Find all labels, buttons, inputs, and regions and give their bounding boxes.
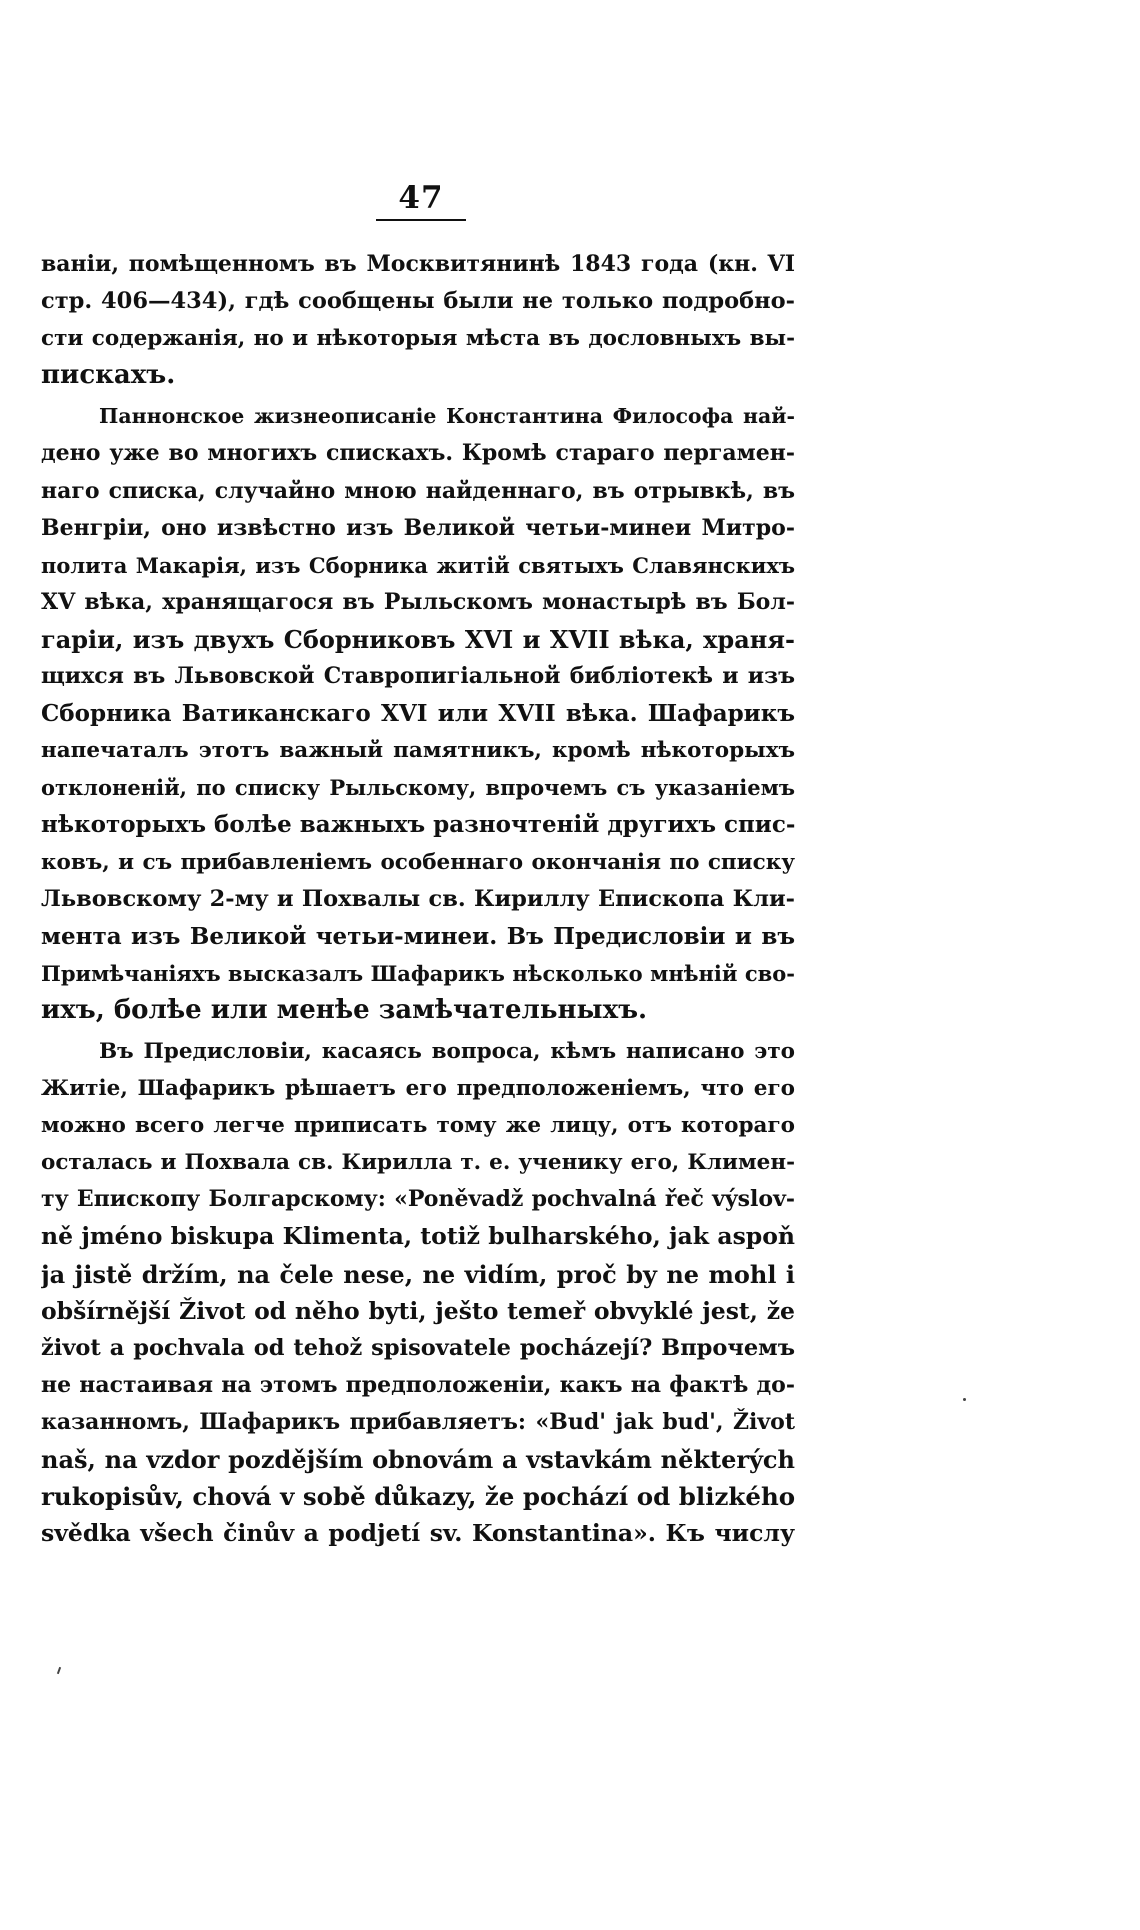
text-line: сти содержанія, но и нѣкоторыя мѣста въ дословныхъ вы- [41,326,795,352]
paragraph-pannonian-life [41,398,795,1029]
text-line: ту Епископу Болгарскому: «Poněvadž pochvalná řeč výslov- [41,1186,795,1213]
text-line: Въ Предисловіи, касаясь вопроса, кѣмъ написано это [99,1038,795,1064]
text-line: можно всего легче приписать тому же лицу, отъ котораго [41,1113,795,1139]
text-line: ковъ, и съ прибавленіемъ особеннаго окончанія по списку [41,849,795,875]
text-line: Сборника Ватиканскаго XVI или XVII вѣка. Шафарикъ [41,700,795,728]
text-line: život a pochvala od tehož spisovatele pocházejí? Впрочемъ [41,1334,795,1361]
text-line: obšírnější Život od něho byti, ješto temeř obvyklé jest, že [41,1296,795,1325]
page-number: 47 [398,180,444,216]
text-line: ихъ, болѣе или менѣе замѣчательныхъ. [41,994,648,1025]
text-line: пискахъ. [41,360,176,391]
text-line: щихся въ Львовской Ставропигіальной библіотекѣ и изъ [41,663,795,690]
text-line: полита Макарія, изъ Сборника житій святыхъ Славянскихъ [41,552,795,578]
scan-speck [57,1667,61,1674]
text-line: дено уже во многихъ спискахъ. Кромѣ стараго пергамен- [41,440,795,467]
text-line: напечаталъ этотъ важный памятникъ, кромѣ нѣкоторыхъ [41,738,795,764]
text-line: нѣкоторыхъ болѣе важныхъ разночтеній другихъ спис- [41,811,795,839]
text-line: XV вѣка, хранящагося въ Рыльскомъ монастырѣ въ Бол- [41,588,795,615]
text-line: naš, na vzdor pozdějším obnovám a vstavkám některých [41,1445,795,1474]
page-number-rule [376,219,466,221]
scan-speck [963,1398,966,1401]
text-line: ja jistě držím, na čele nese, ne vidím, proč by ne mohl i [41,1259,795,1289]
text-line: rukopisův, chová v sobě důkazy, že pochází od blizkého [41,1482,795,1512]
text-line: стр. 406—434), гдѣ сообщены были не только подробно- [41,288,795,315]
text-line: Примѣчаніяхъ высказалъ Шафарикъ нѣсколько мнѣній сво- [41,960,795,986]
body-text [41,246,795,1552]
text-line: не настаивая на этомъ предположеніи, какъ на фактѣ до- [41,1371,795,1398]
text-line: ваніи, помѣщенномъ въ Москвитянинѣ 1843 года (кн. VI [41,251,795,277]
text-line: осталась и Похвала св. Кирилла т. е. ученику его, Климен- [41,1150,795,1176]
text-line: Венгріи, оно извѣстно изъ Великой четьи-минеи Митро- [41,514,795,541]
text-line: наго списка, случайно мною найденнаго, въ отрывкѣ, въ [41,477,795,504]
text-line: svědka všech činův a podjetí sv. Konstantina». Къ числу [41,1519,795,1548]
text-line: отклоненій, по списку Рыльскому, впрочемъ съ указаніемъ [41,775,795,801]
text-line: ně jméno biskupa Klimenta, totiž bulharského, jak aspoň [41,1222,795,1251]
text-line: мента изъ Великой четьи-минеи. Въ Предисловіи и въ [41,922,795,950]
text-line: гаріи, изъ двухъ Сборниковъ XVI и XVII вѣка, храня- [41,624,795,654]
text-line: Львовскому 2-му и Похвалы св. Кириллу Епископа Кли- [41,885,795,912]
text-line: Житіе, Шафарикъ рѣшаетъ его предположеніемъ, что его [41,1076,795,1102]
text-line: казанномъ, Шафарикъ прибавляетъ: «Bud' jak bud', Život [41,1408,795,1435]
paragraph-continuation [41,246,795,394]
text-line: Паннонское жизнеописаніе Константина Философа най- [99,404,795,429]
paragraph-preface [41,1033,795,1552]
